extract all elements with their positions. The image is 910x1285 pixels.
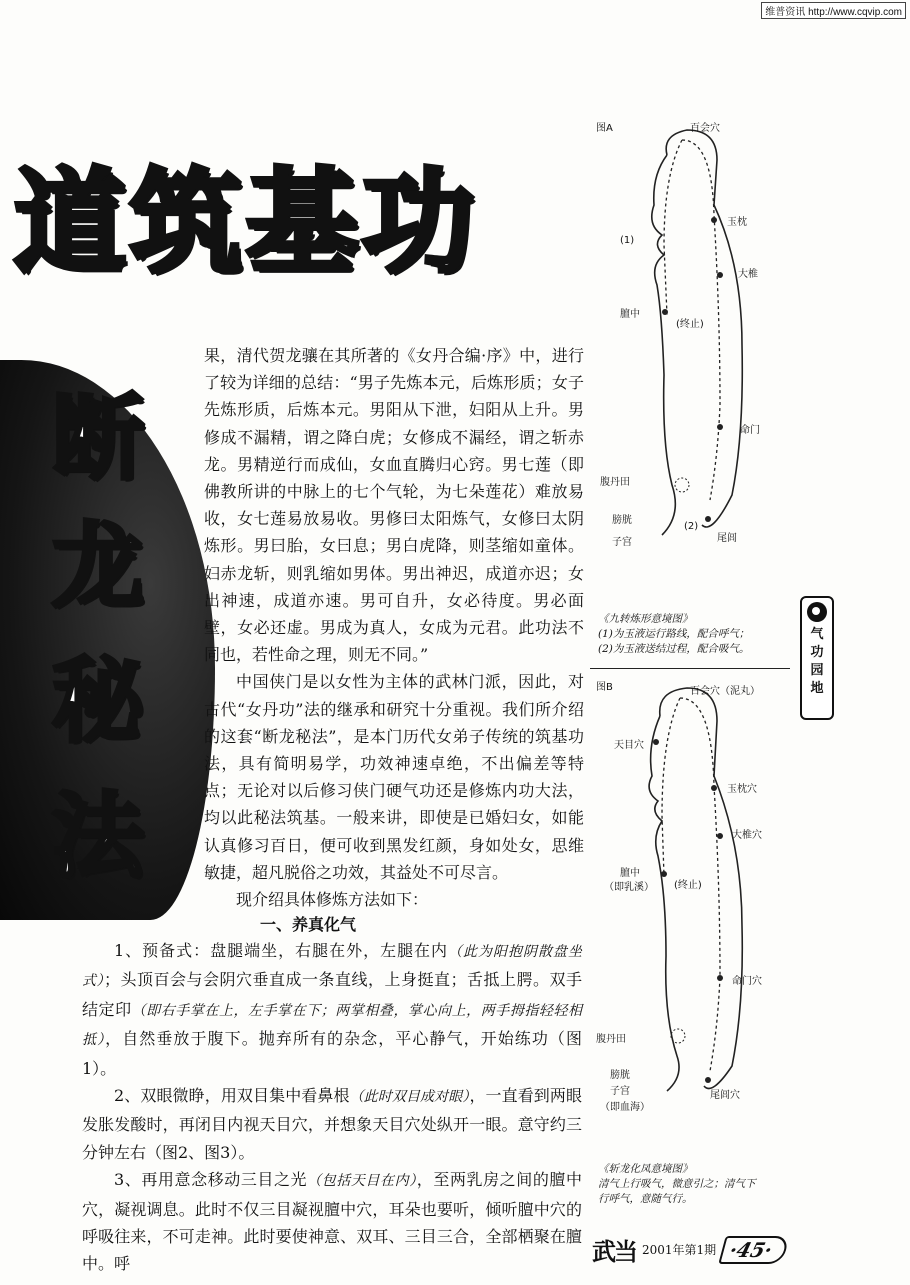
point-label: 百会穴（泥丸） [690,686,760,697]
divider [590,668,790,669]
point-label: 子宫 [612,537,632,548]
paragraph: 现介绍具体修炼方法如下： [236,890,429,910]
figure-label: 图B [596,682,613,693]
point-label: (2) [684,521,699,532]
point-label: 命门 [740,425,760,436]
point-label: 玉枕 [727,217,747,228]
step-paragraph: 2、双眼微睁，用双目集中看鼻根（此时双目成对眼），一直看到两眼发胀发酸时，再闭目内视天目穴，并想象天目穴处纵开一眼。意守约三分钟左右（图2、图3）。 [82,1086,582,1162]
article-title [14,158,584,288]
steps-text [82,937,582,1278]
title-char: 基 [246,157,358,288]
point-label: （即乳溪） [604,882,654,893]
step-paragraph: 1、预备式：盘腿端坐，右腿在外，左腿在内（此为阳抱阴散盘坐式）；头顶百会与会阴穴垂直成一条直线，上身挺直；舌抵上腭。双手结定印（即右手掌在上，左手掌在下；两掌相叠，掌心向上，两手拇指轻轻相抵），自然垂放于腹下。抛弃所有的杂念，平心静气，开始练功（图1）。 [82,941,582,1078]
point-label: (1) [620,235,635,246]
point-label: (终止) [676,319,704,330]
figure-a [592,115,782,605]
title-char: 功 [362,157,474,288]
point-label: 大椎穴 [732,830,762,841]
point-label: 天目穴 [614,740,644,751]
page-number: ·45· [718,1236,789,1264]
column-badge: 气 功 园 地 [800,596,834,720]
subtitle-char: 秘 [51,647,144,755]
body-column [204,342,584,913]
point-label: 膀胱 [612,515,632,526]
paragraph: 果，清代贺龙骧在其所著的《女丹合编·序》中，进行了较为详细的总结：“男子先炼本元，后炼形质；女子先炼形质，后炼本元。男阳从下泄，妇阳从上升。男修成不漏精，谓之降白虎；女修成不漏经，谓之斩赤龙。男精逆行而成仙，女血直腾归心窍。男七莲（即佛教所讲的中脉上的七个气轮，为七朵莲花）难放易收，女七莲易放易收。男修曰太阳炼气，女修曰太阴炼形。男曰胎，女曰息；男白虎降，则茎缩如童体。妇赤龙斩，则乳缩如男体。男出神迟，成道亦迟；女出神速，成道亦速。男可自升，女必待度。男必面壁，女必还虚。男成为真人，女成为元君。此功法不同也，若性命之理，则无不同。” [204,346,584,665]
section-heading: 一、养真化气 [260,915,357,934]
point-label: 尾闾 [717,533,737,544]
subtitle-char: 断 [51,384,144,492]
figure-a-caption: 《九转炼形意境图》 (1)为玉液运行路线，配合呼气； (2)为玉液送结过程，配合吸气。 [598,613,750,655]
step-paragraph: 3、再用意念移动三目之光（包括天目在内），至两乳房之间的膻中穴，凝视调息。此时不仅三目凝视膻中穴，耳朵也要听，倾听膻中穴的呼吸往来，不可走神。此时要使神意、双耳、三目三合，全部栖聚在膻中。呼 [82,1170,582,1274]
page-footer [592,1232,786,1267]
issue-number: 2001年第1期 [642,1243,717,1257]
point-label: 膻中 [620,868,640,879]
figure-b-caption: 《斩龙化凤意境图》 清气上行吸气，微意引之；清气下 行呼气，意随气行。 [598,1163,756,1205]
point-label: 子宫 [610,1086,630,1097]
paragraph: 中国侠门是以女性为主体的武林门派，因此，对古代“女丹功”法的继承和研究十分重视。我们所介绍的这套“断龙秘法”，是本门历代女弟子传统的筑基功法，具有简明易学，功效神速卓绝，不出偏差等特点；无论对以后修习侠门硬气功还是修炼内功大法，均以此秘法筑基。一般来讲，即使是已婚妇女，如能认真修习百日，便可收到黑发红颜，身如处女，思维敏捷，超凡脱俗之功效，其益处不可尽言。 [204,672,584,882]
subtitle-char: 龙 [51,512,144,620]
point-label: 腹丹田 [596,1034,626,1045]
point-label: （即血海） [600,1102,650,1113]
point-label: 命门穴 [732,976,762,987]
figure-b [592,676,782,1156]
title-char: 道 [14,157,126,288]
point-label: (终止) [674,880,702,891]
point-label: 腹丹田 [600,477,630,488]
point-label: 百会穴 [690,123,720,134]
yinyang-icon [807,602,827,622]
watermark: 维普资讯 http://www.cqvip.com [761,2,906,19]
point-label: 膀胱 [610,1070,630,1081]
point-label: 大椎 [738,269,758,280]
point-label: 尾闾穴 [710,1090,740,1101]
magazine-name: 武当 [592,1237,636,1266]
subtitle-char: 法 [51,782,144,890]
point-label: 膻中 [620,309,640,320]
figure-label: 图A [596,123,613,134]
point-label: 玉枕穴 [727,784,757,795]
title-char: 筑 [130,157,242,288]
